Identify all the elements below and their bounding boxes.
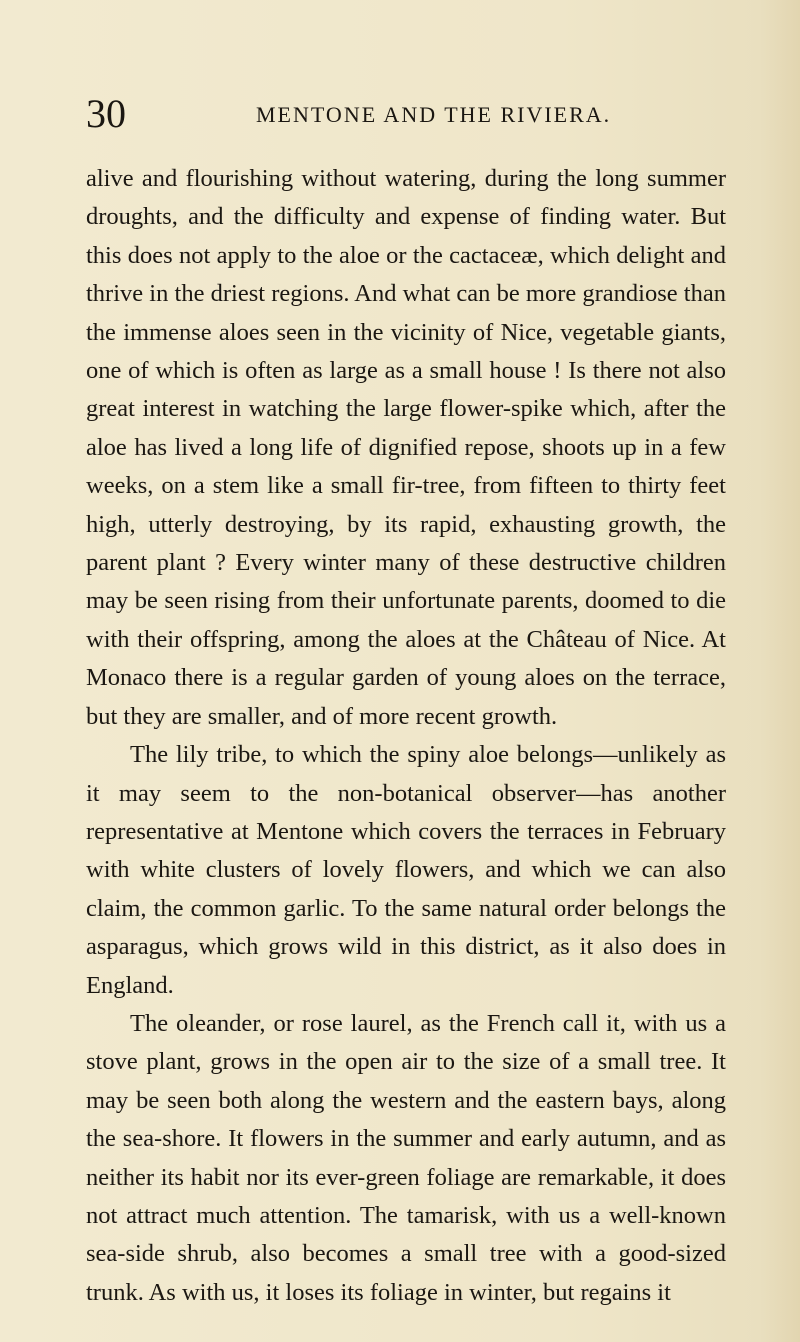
paragraph-3: The oleander, or rose laurel, as the French call it, with us a stove plant, grows in the open air to the size of a small tree. It may be seen both along the western and the eastern bays, along the sea-shore. It flowers in the summer and early autumn, and as neither its habit nor its ever-green foliage are remarkable, it does not attract much attention. The tamarisk, with us a well-known sea-side shrub, also becomes a small tree with a good-sized trunk. As with us, it loses its foliage in winter, but regains it xyxy=(86,1009,726,1306)
page-number: 30 xyxy=(86,91,126,136)
body-text xyxy=(86,160,726,1312)
running-head: MENTONE AND THE RIVIERA. xyxy=(256,102,612,127)
paragraph-2: The lily tribe, to which the spiny aloe belongs—unlikely as it may seem to the non-botanical observer—has another representative at Mentone which covers the terraces in February with white clusters of lovely flowers, and which we can also claim, the common garlic. To the same natural order belongs the asparagus, which grows wild in this district, as it also does in England. xyxy=(86,741,726,999)
paragraph-1: alive and flourishing without watering, during the long summer droughts, and the difficulty and expense of finding water. But this does not apply to the aloe or the cactaceæ, which delight and thrive in the driest regions. And what can be more grandiose than the immense aloes seen in the vicinity of Nice, vegetable giants, one of which is often as large as a small house ! Is there not also great interest in watching the large flower-spike which, after the aloe has lived a long life of dignified repose, shoots up in a few weeks, on a stem like a small fir-tree, from fifteen to thirty feet high, utterly destroying, by its rapid, exhausting growth, the parent plant ? Every winter many of these destructive children may be seen rising from their unfortunate parents, doomed to die with their offspring, among the aloes at the Château of Nice. At Monaco there is a regular garden of young aloes on the terrace, but they are smaller, and of more recent growth. xyxy=(86,165,726,730)
page-header xyxy=(86,92,726,136)
